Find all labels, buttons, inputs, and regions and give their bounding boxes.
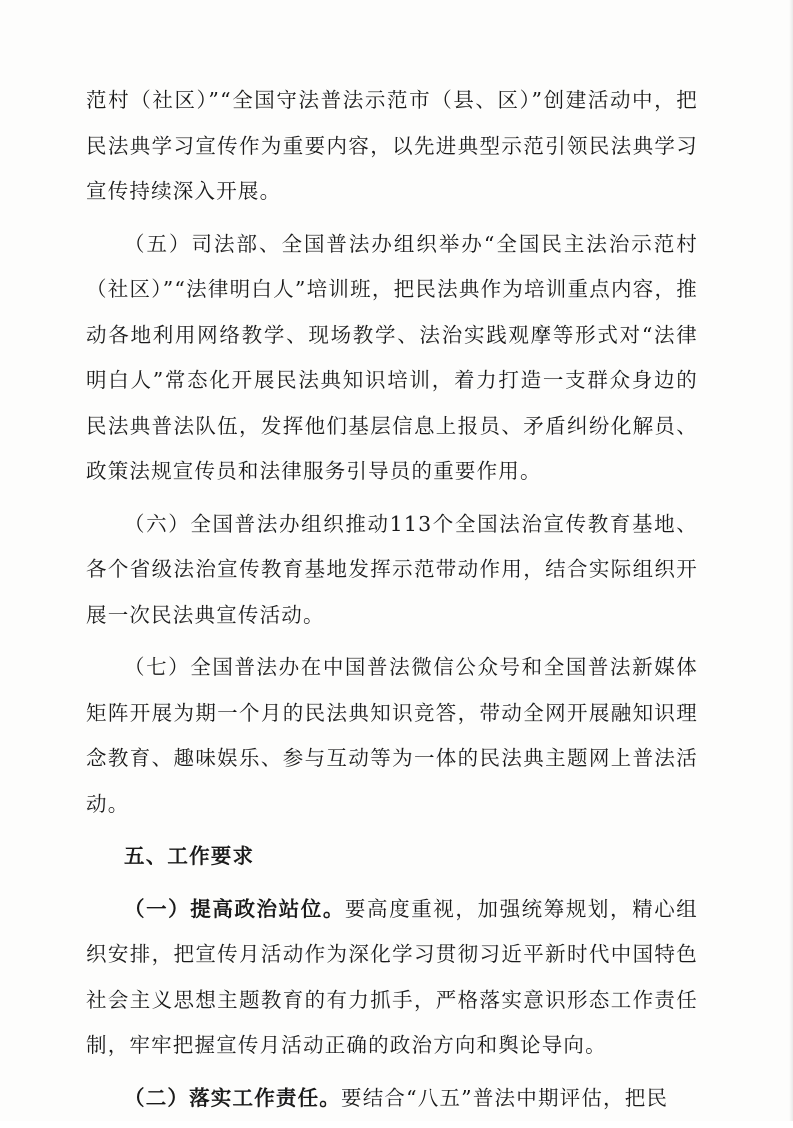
requirement-lead-2: （二）落实工作责任。 — [124, 1085, 341, 1110]
document-body — [86, 78, 698, 1128]
paragraph-continuation: 范村（社区）”“全国守法普法示范市（县、区）”创建活动中，把民法典学习宣传作为重要内容，以先进典型示范引领民法典学习宣传持续深入开展。 — [86, 88, 698, 203]
requirement-text-2: 要结合“八五”普法中期评估，把民 — [341, 1085, 669, 1110]
scan-edge-shadow — [789, 0, 793, 1121]
requirement-item-1 — [86, 887, 698, 1069]
requirement-item-2 — [86, 1076, 698, 1122]
requirement-lead-1: （一）提高政治站位。 — [124, 896, 345, 921]
requirement-text-1: 要高度重视，加强统筹规划，精心组织安排，把宣传月活动作为深化学习贯彻习近平新时代中国特色社会主义思想主题教育的有力抓手，严格落实意识形态工作责任制，牢牢把握宣传月活动正确的政治方向和舆论导向。 — [86, 896, 698, 1057]
paragraph-item-7: （七）全国普法办在中国普法微信公众号和全国普法新媒体矩阵开展为期一个月的民法典知识竞答，带动全网开展融知识理念教育、趣味娱乐、参与互动等为一体的民法典主题网上普法活动。 — [86, 655, 698, 816]
paragraph-item-6: （六）全国普法办组织推动113个全国法治宣传教育基地、各个省级法治宣传教育基地发挥示范带动作用，结合实际组织开展一次民法典宣传活动。 — [86, 511, 698, 627]
paragraph-item-5: （五）司法部、全国普法办组织举办“全国民主法治示范村（社区）”“法律明白人”培训班，把民法典作为培训重点内容，推动各地利用网络教学、现场教学、法治实践观摩等形式对“法律明白人”常态化开展民法典知识培训，着力打造一支群众身边的民法典普法队伍，发挥他们基层信息上报员、矛盾纠纷化解员、政策法规宣传员和法律服务引导员的重要作用。 — [86, 231, 698, 483]
section-heading: 五、工作要求 — [124, 844, 255, 868]
